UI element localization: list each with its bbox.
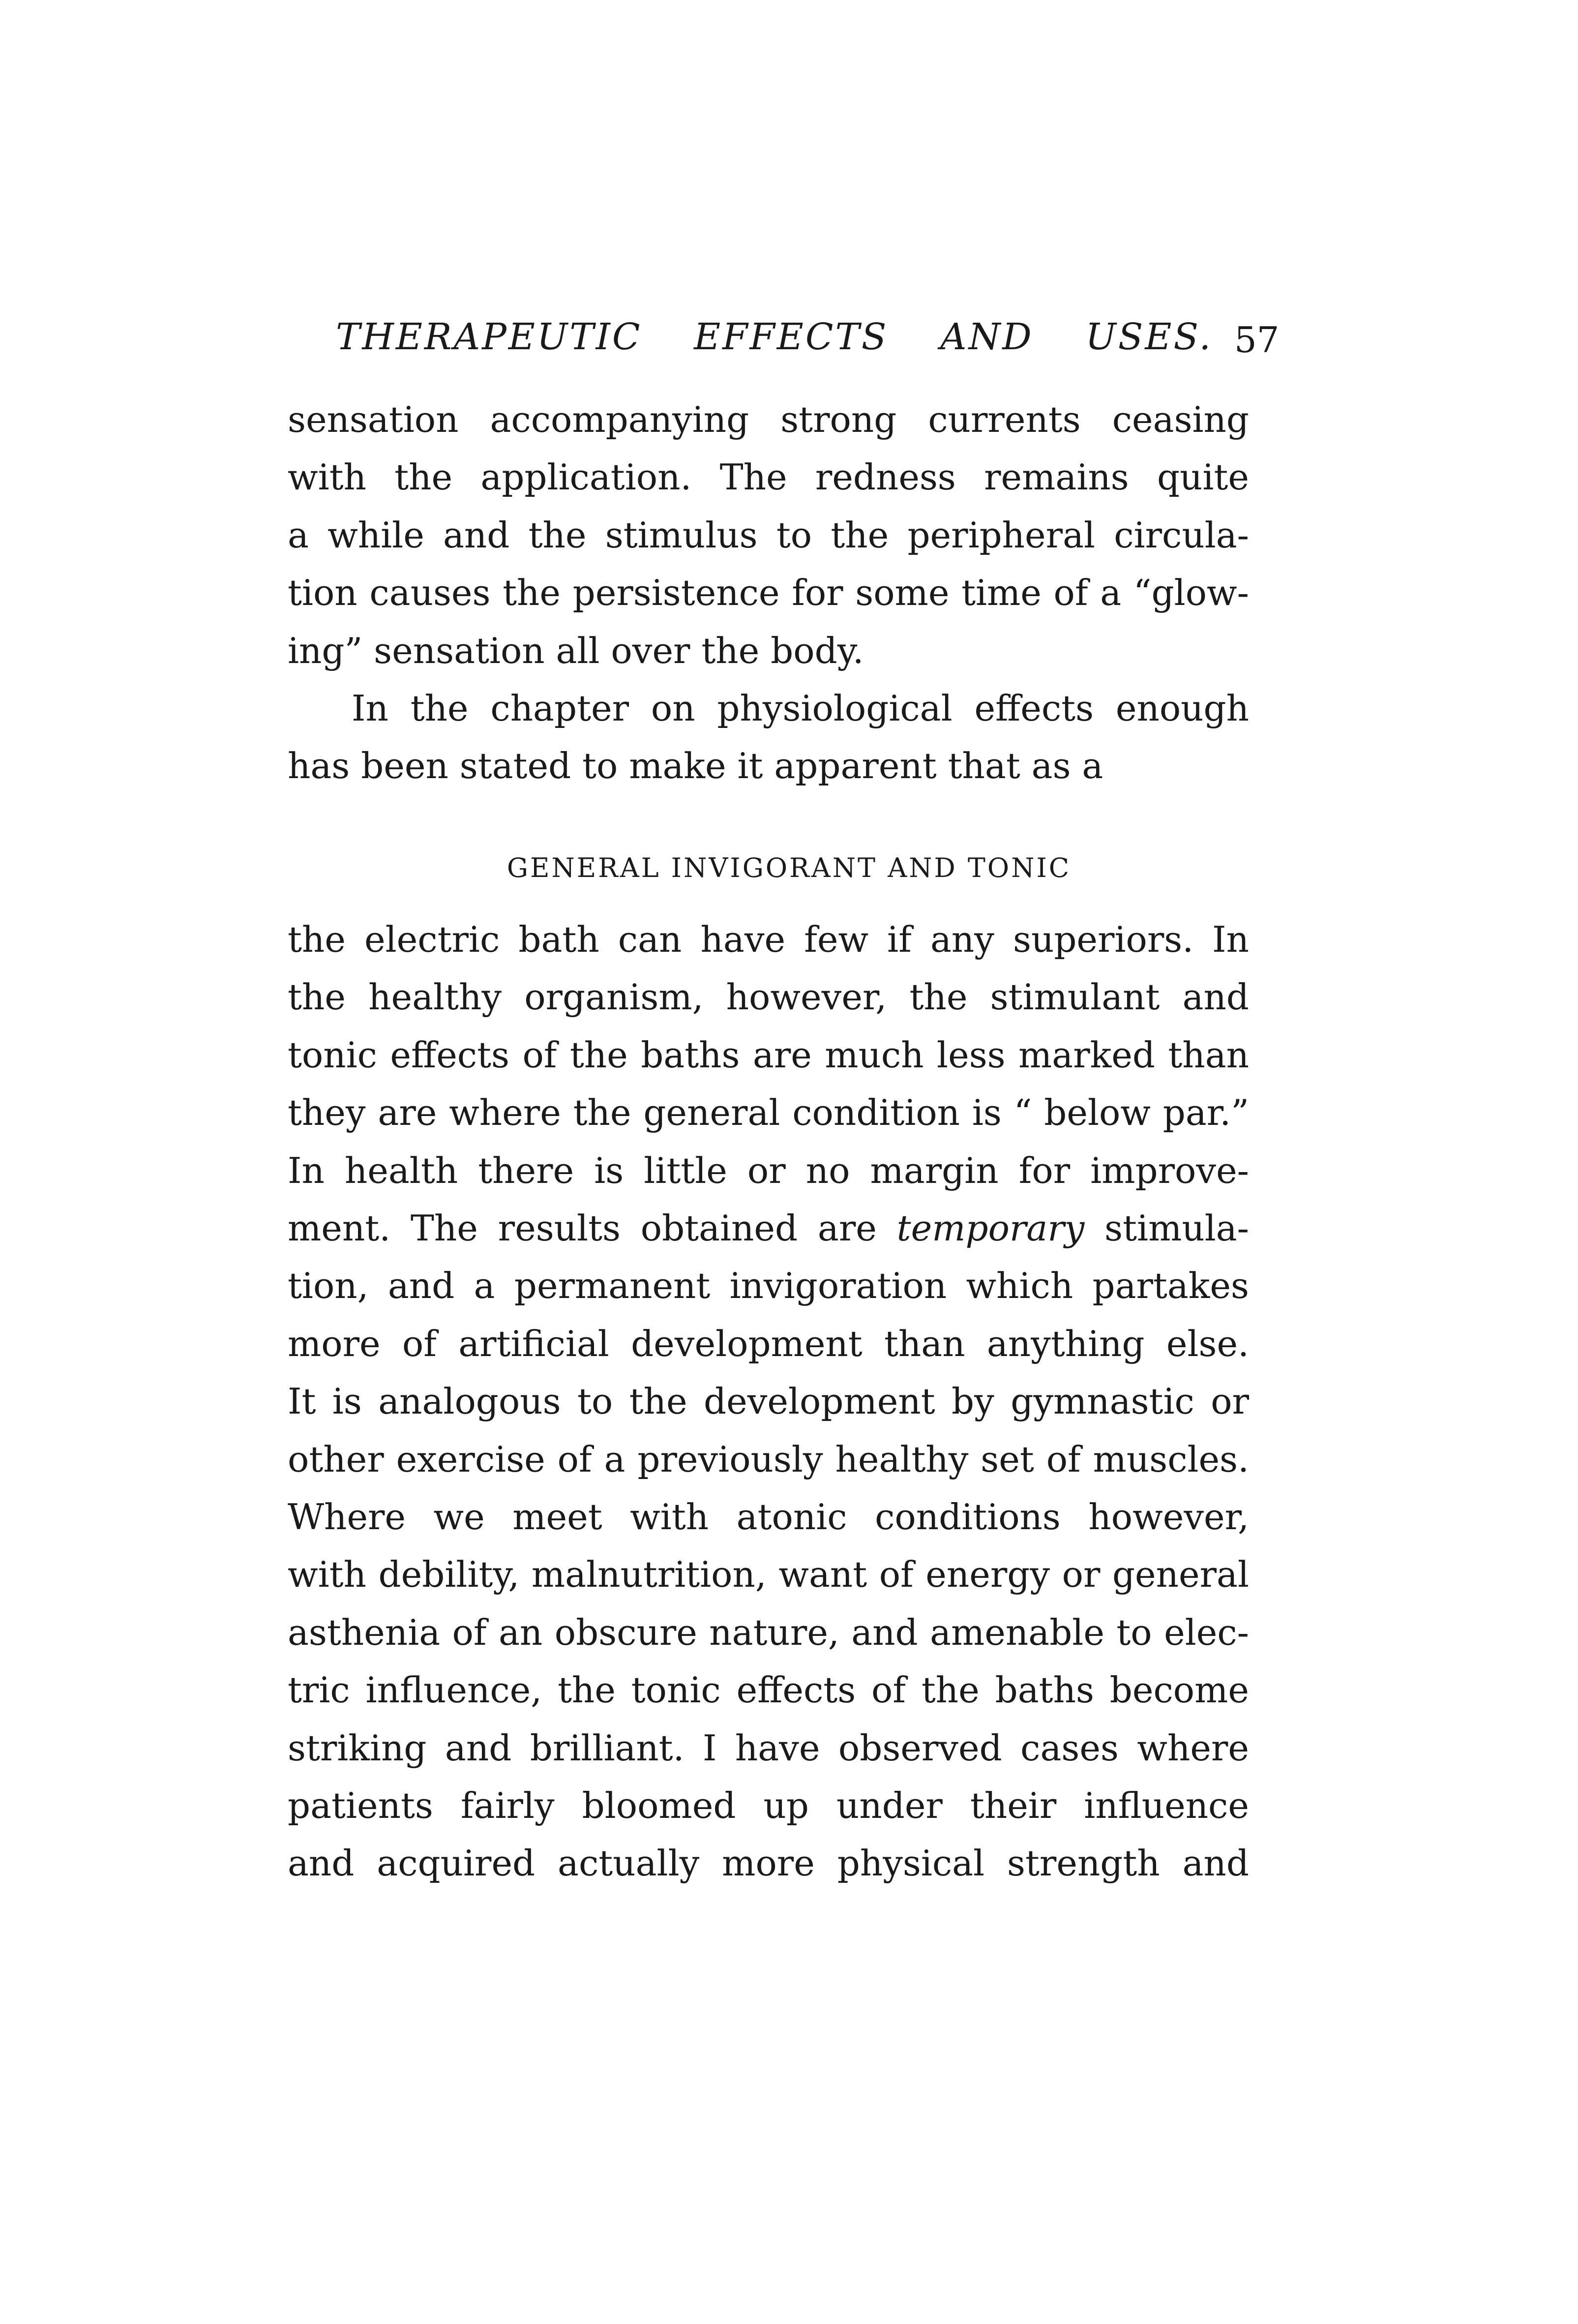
running-header: THERAPEUTIC EFFECTS AND USES. (336, 316, 1213, 358)
page-number: 57 (1234, 319, 1280, 361)
text-line: patients fairly bloomed up under their influence (288, 1785, 1249, 1826)
text-line: Where we meet with atonic conditions however, (288, 1496, 1249, 1538)
text-line: In health there is little or no margin for improve- (288, 1149, 1249, 1191)
section-heading: GENERAL INVIGORANT AND TONIC (506, 852, 1072, 883)
text-line: sensation accompanying strong currents ceasing (288, 399, 1249, 440)
text-line: tion causes the persistence for some time of a “glow- (288, 572, 1249, 614)
text-line: has been stated to make it apparent that as a (288, 745, 1103, 787)
text-line: other exercise of a previously healthy set of muscles. (288, 1438, 1249, 1480)
text-line: the healthy organism, however, the stimulant and (288, 976, 1249, 1018)
text-segment: stimula- (1084, 1207, 1249, 1249)
text-line: tion, and a permanent invigoration which partakes (288, 1265, 1249, 1307)
text-line: and acquired actually more physical strength and (288, 1842, 1249, 1884)
text-line: tric influence, the tonic effects of the baths become (288, 1669, 1249, 1711)
text-line: asthenia of an obscure nature, and amenable to elec- (288, 1611, 1249, 1653)
text-line: the electric bath can have few if any superiors. In (288, 919, 1249, 960)
text-line: In the chapter on physiological effects enough (352, 688, 1249, 729)
text-segment: ment. The results obtained are (288, 1207, 897, 1249)
text-line: tonic effects of the baths are much less marked than (288, 1034, 1249, 1076)
text-line: they are where the general condition is “ below par.” (288, 1092, 1249, 1134)
text-line: a while and the stimulus to the peripheral circula- (288, 514, 1249, 556)
text-line: with debility, malnutrition, want of energy or general (288, 1554, 1249, 1596)
text-line: It is analogous to the development by gymnastic or (288, 1381, 1249, 1422)
italic-word: temporary (896, 1207, 1085, 1249)
text-line (288, 1199, 1249, 1257)
text-line: more of artificial development than anything else. (288, 1323, 1249, 1364)
text-line: striking and brilliant. I have observed cases where (288, 1727, 1249, 1769)
text-line: with the application. The redness remains quite (288, 456, 1249, 498)
text-line: ing” sensation all over the body. (288, 630, 864, 671)
